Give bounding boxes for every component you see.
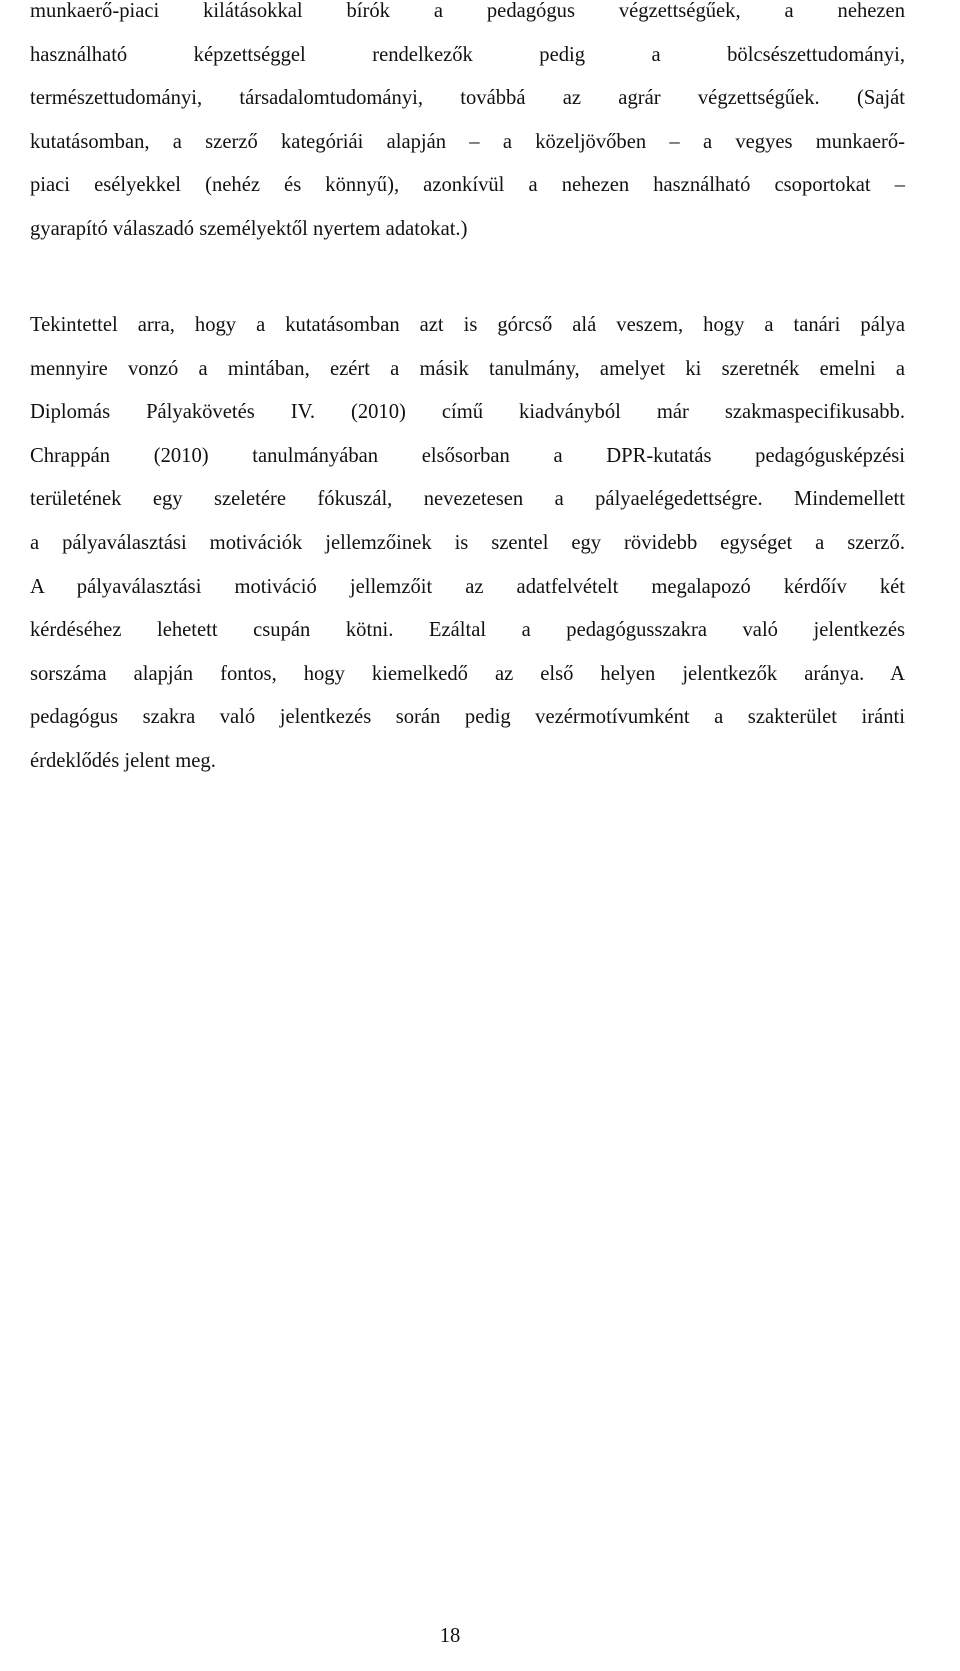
text-line: piaci esélyekkel (nehéz és könnyű), azonkívül a nehezen használható csoportokat – [30, 174, 905, 197]
text-line: Tekintettel arra, hogy a kutatásomban azt is górcső alá veszem, hogy a tanári pálya [30, 314, 905, 336]
text-line: természettudományi, társadalomtudományi, továbbá az agrár végzettségűek. (Saját [30, 87, 905, 110]
text-line: gyarapító válaszadó személyektől nyertem adatokat.) [30, 217, 468, 240]
text-line: kutatásomban, a szerző kategóriái alapján – a közeljövőben – a vegyes munkaerő- [30, 130, 905, 153]
paragraph-2 [30, 304, 905, 784]
text-line: mennyire vonzó a mintában, ezért a másik tanulmány, amelyet ki szeretnék emelni a [30, 357, 905, 380]
text-line: sorszáma alapján fontos, hogy kiemelkedő az első helyen jelentkezők aránya. A [30, 662, 905, 685]
paragraph-1 [30, 0, 905, 252]
text-line: A pályaválasztási motiváció jellemzőit az adatfelvételt megalapozó kérdőív két [30, 575, 905, 598]
text-line: pedagógus szakra való jelentkezés során pedig vezérmotívumként a szakterület iránti [30, 706, 905, 729]
page-number: 18 [439, 1625, 461, 1647]
text-line: használható képzettséggel rendelkezők pedig a bölcsészettudományi, [30, 43, 905, 66]
text-line: munkaerő-piaci kilátásokkal bírók a pedagógus végzettségűek, a nehezen [30, 0, 905, 22]
text-line: Chrappán (2010) tanulmányában elsősorban a DPR-kutatás pedagógusképzési [30, 444, 905, 467]
text-line: érdeklődés jelent meg. [30, 749, 216, 772]
text-line: Diplomás Pályakövetés IV. (2010) című kiadványból már szakmaspecifikusabb. [30, 401, 905, 424]
text-line: kérdéséhez lehetett csupán kötni. Ezáltal a pedagógusszakra való jelentkezés [30, 619, 905, 642]
text-line: területének egy szeletére fókuszál, nevezetesen a pályaelégedettségre. Mindemellett [30, 488, 905, 511]
text-line: a pályaválasztási motivációk jellemzőinek is szentel egy rövidebb egységet a szerző. [30, 531, 905, 554]
